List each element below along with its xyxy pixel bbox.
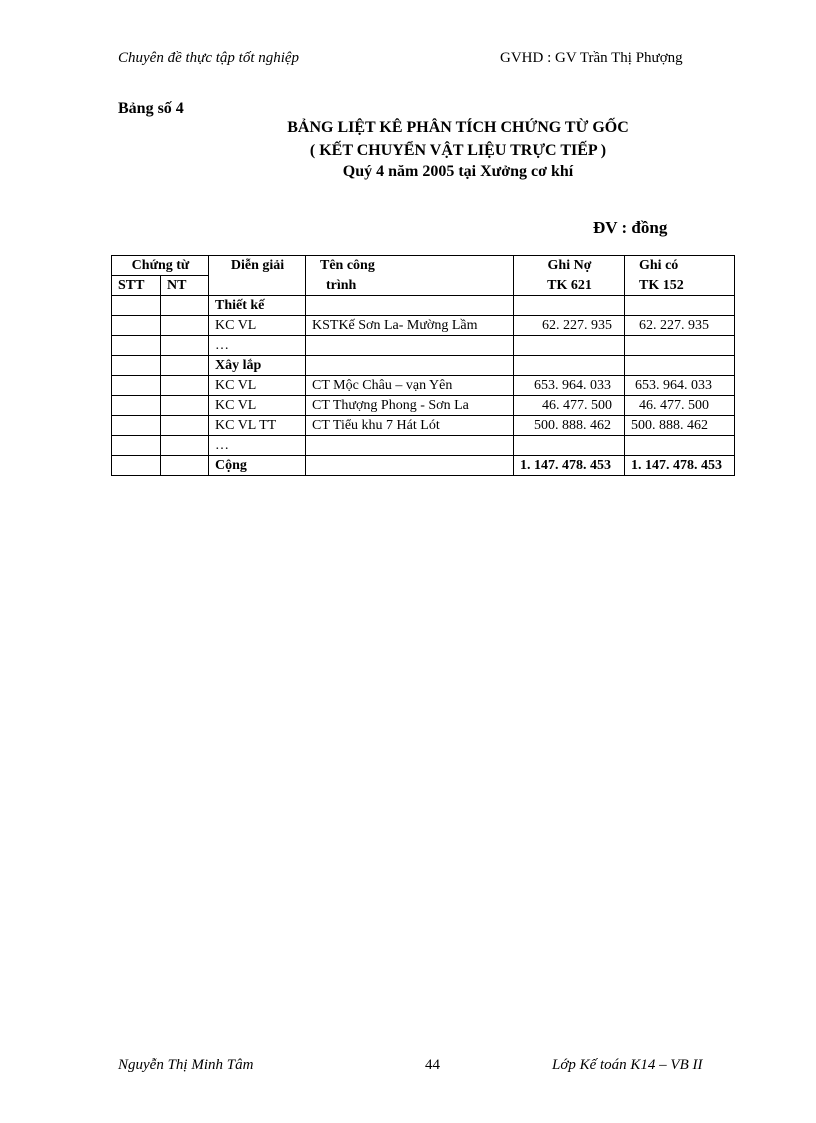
footer-author: Nguyễn Thị Minh Tâm xyxy=(118,1057,254,1073)
header-row-1 xyxy=(112,256,735,276)
col-ten-cong-trinh: Tên công xyxy=(306,256,514,276)
row-credit xyxy=(625,356,735,376)
header-advisor: GVHD : GV Trần Thị Phượng xyxy=(500,50,683,66)
row-description: KC VL xyxy=(209,396,306,416)
row-description: KC VL xyxy=(209,316,306,336)
row-credit: 62. 227. 935 xyxy=(625,316,735,336)
col-dien-giai: Diễn giải xyxy=(209,256,306,276)
table-row xyxy=(112,416,735,436)
col-ghi-co: Ghi có xyxy=(625,256,735,276)
table-period: Quý 4 năm 2005 tại Xưởng cơ khí xyxy=(342,163,574,180)
col-ten-cong-trinh-2: trình xyxy=(306,276,514,296)
table-subtitle: ( KẾT CHUYỂN VẬT LIỆU TRỰC TIẾP ) xyxy=(309,142,607,159)
voucher-table xyxy=(111,255,735,476)
row-project xyxy=(306,436,514,456)
table-row xyxy=(112,436,735,456)
row-credit: 46. 477. 500 xyxy=(625,396,735,416)
row-credit xyxy=(625,336,735,356)
col-ghi-no: Ghi Nợ xyxy=(514,256,625,276)
row-description: KC VL TT xyxy=(209,416,306,436)
table-number: Bảng số 4 xyxy=(118,100,184,117)
row-debit xyxy=(514,356,625,376)
row-description: KC VL xyxy=(209,376,306,396)
col-nt: NT xyxy=(161,276,209,296)
row-project: CT Tiểu khu 7 Hát Lót xyxy=(306,416,514,436)
table-row xyxy=(112,336,735,356)
col-tk-152: TK 152 xyxy=(625,276,735,296)
row-credit: 653. 964. 033 xyxy=(625,376,735,396)
row-description: Xây lắp xyxy=(209,356,306,376)
header-row-2 xyxy=(112,276,735,296)
row-description: Thiết kế xyxy=(209,296,306,316)
total-label: Cộng xyxy=(209,456,306,476)
row-debit: 62. 227. 935 xyxy=(514,316,625,336)
row-project: KSTKế Sơn La- Mường Lầm xyxy=(306,316,514,336)
row-debit: 500. 888. 462 xyxy=(514,416,625,436)
row-debit xyxy=(514,336,625,356)
table-row xyxy=(112,396,735,416)
row-project xyxy=(306,336,514,356)
row-credit xyxy=(625,436,735,456)
table-row xyxy=(112,316,735,336)
footer-class: Lớp Kế toán K14 – VB II xyxy=(552,1057,703,1073)
row-debit xyxy=(514,296,625,316)
row-debit: 653. 964. 033 xyxy=(514,376,625,396)
total-debit: 1. 147. 478. 453 xyxy=(514,456,625,476)
row-description: … xyxy=(209,436,306,456)
table-row xyxy=(112,296,735,316)
row-credit xyxy=(625,296,735,316)
total-credit: 1. 147. 478. 453 xyxy=(625,456,735,476)
row-project: CT Thượng Phong - Sơn La xyxy=(306,396,514,416)
row-debit xyxy=(514,436,625,456)
row-project xyxy=(306,356,514,376)
row-project xyxy=(306,296,514,316)
table-row xyxy=(112,356,735,376)
table-row xyxy=(112,376,735,396)
currency-unit: ĐV : đồng xyxy=(593,218,668,237)
header-subject: Chuyên đề thực tập tốt nghiệp xyxy=(118,50,300,66)
row-project xyxy=(306,456,514,476)
row-debit: 46. 477. 500 xyxy=(514,396,625,416)
total-row xyxy=(112,456,735,476)
col-tk-621: TK 621 xyxy=(514,276,625,296)
page-number: 44 xyxy=(425,1057,440,1073)
row-project: CT Mộc Châu – vạn Yên xyxy=(306,376,514,396)
col-chung-tu: Chứng từ xyxy=(112,256,209,276)
table-title: BẢNG LIỆT KÊ PHÂN TÍCH CHỨNG TỪ GỐC xyxy=(287,119,629,136)
col-stt: STT xyxy=(112,276,161,296)
row-credit: 500. 888. 462 xyxy=(625,416,735,436)
row-description: … xyxy=(209,336,306,356)
col-dien-giai-cont xyxy=(209,276,306,296)
